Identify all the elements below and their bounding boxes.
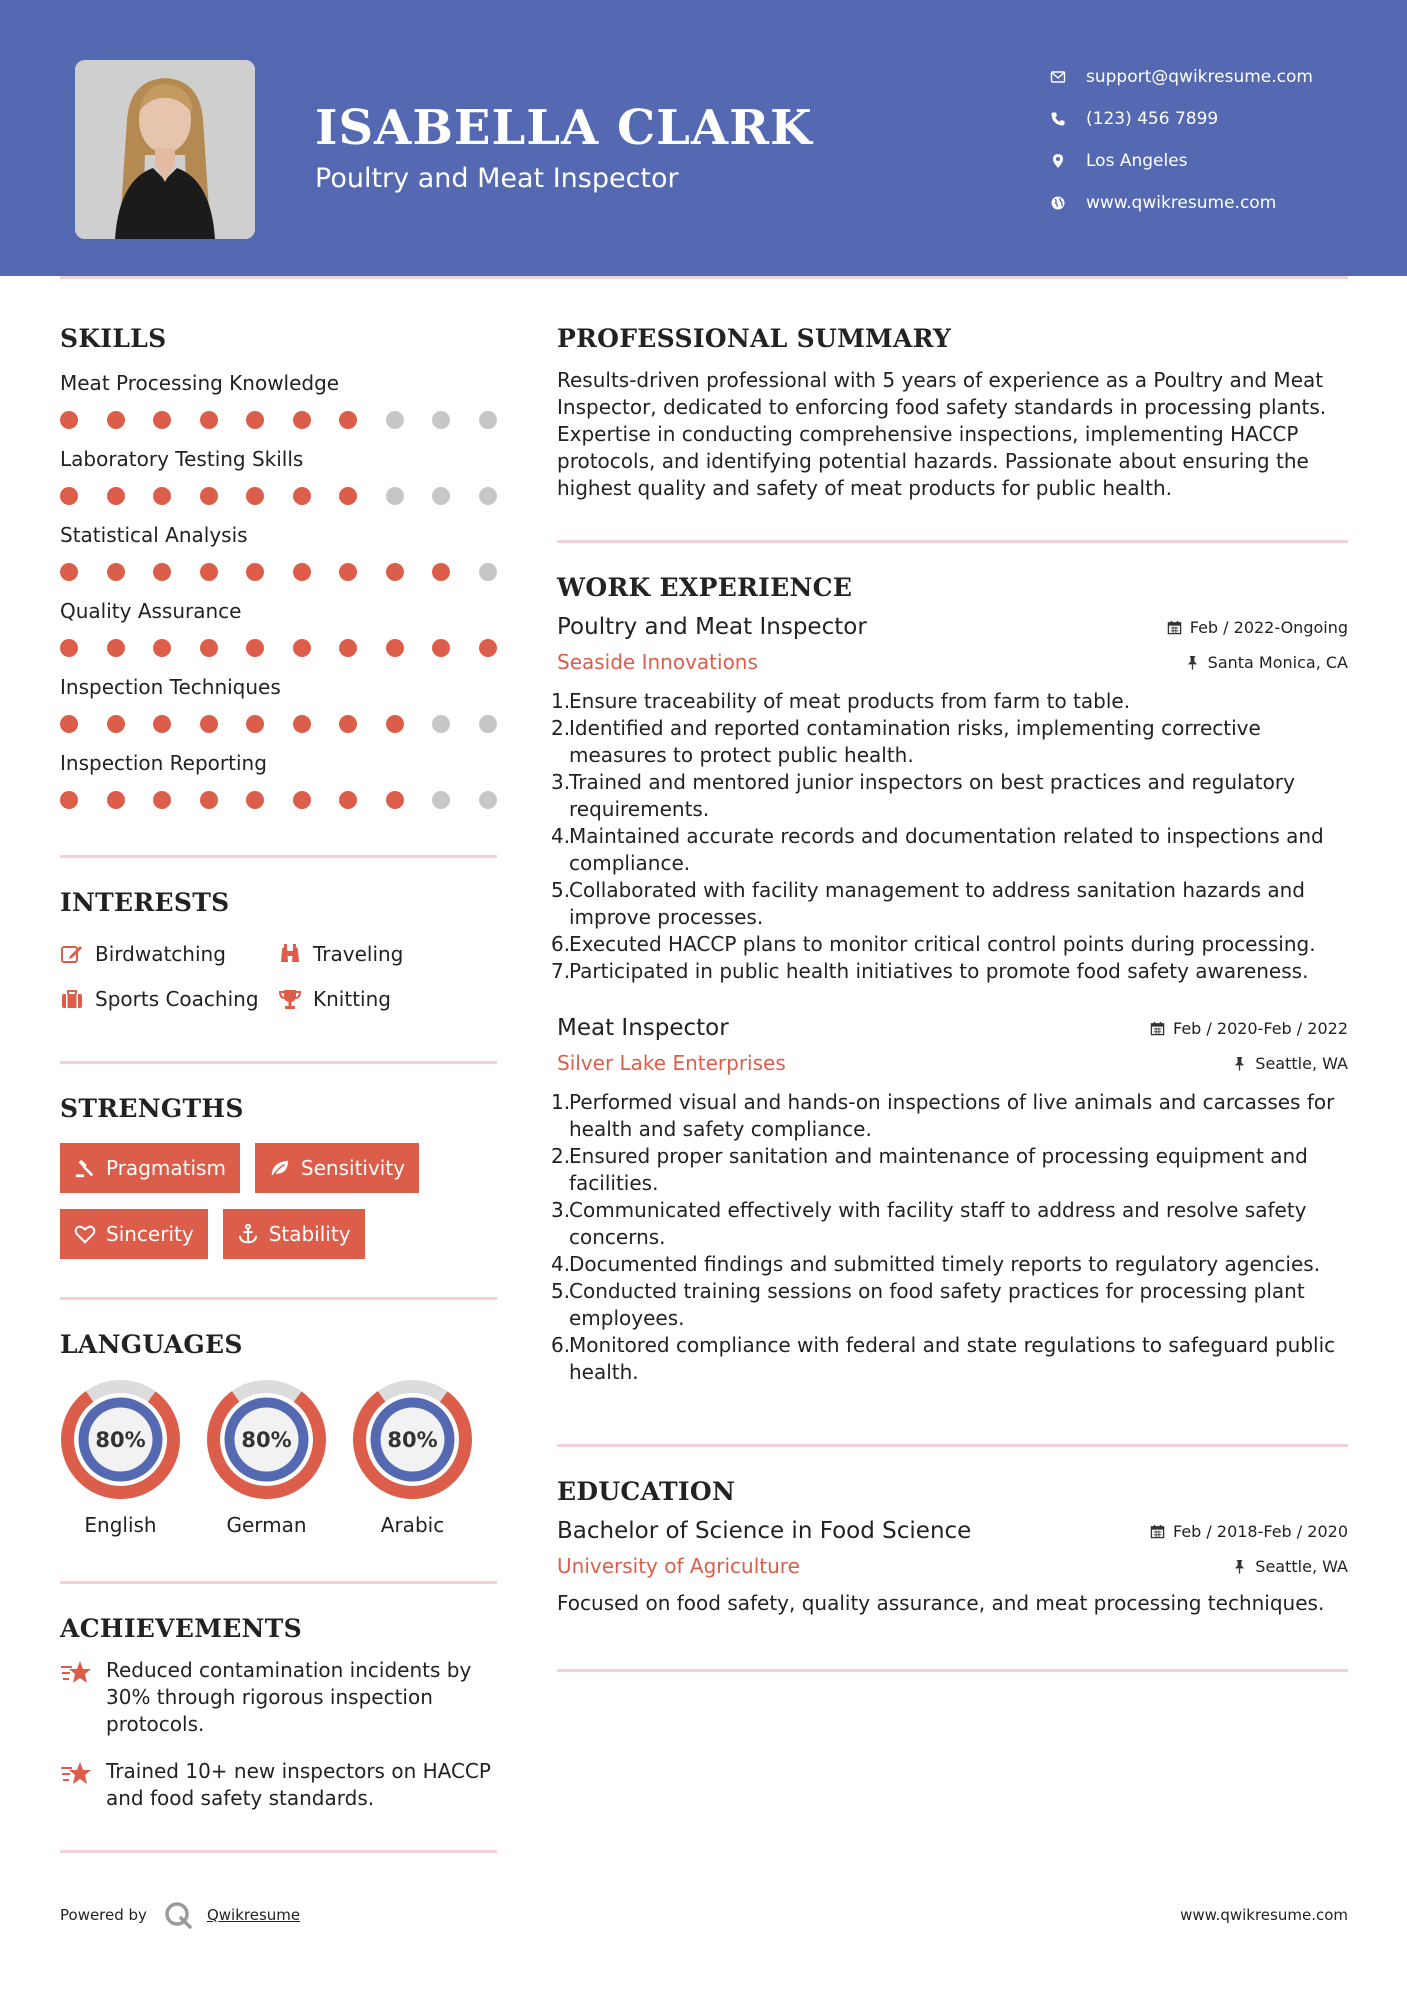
skill-item xyxy=(60,447,497,505)
skill-dot-filled xyxy=(293,563,311,581)
job-bullet-text: Communicated effectively with facility staff to address and resolve safety concerns. xyxy=(569,1198,1307,1249)
binoculars-icon xyxy=(278,942,302,966)
contact-email-text: support@qwikresume.com xyxy=(1086,67,1313,87)
skill-dot-empty xyxy=(479,487,497,505)
skill-dot-filled xyxy=(246,639,264,657)
job-bullet: 2. Identified and reported contamination risks, implementing corrective measures to protect public health. xyxy=(557,715,1348,769)
section-divider xyxy=(60,1581,497,1584)
skill-dot-filled xyxy=(60,487,78,505)
achievement-item xyxy=(60,1758,497,1812)
language-item xyxy=(206,1379,327,1537)
interest-label: Traveling xyxy=(313,941,404,966)
envelope-icon xyxy=(1050,69,1066,85)
skill-dot-filled xyxy=(293,639,311,657)
strength-label: Pragmatism xyxy=(106,1156,226,1180)
job-bullet-text: Ensured proper sanitation and maintenance of processing equipment and facilities. xyxy=(569,1144,1308,1195)
contact-phone[interactable] xyxy=(1050,98,1313,140)
job-date-text: Feb / 2022-Ongoing xyxy=(1189,617,1348,637)
skill-dot-filled xyxy=(153,791,171,809)
skill-dot-filled xyxy=(479,639,497,657)
skill-dot-filled xyxy=(60,563,78,581)
skill-dot-filled xyxy=(107,639,125,657)
job-date-text: Feb / 2020-Feb / 2022 xyxy=(1173,1018,1348,1038)
profile-photo-illustration xyxy=(75,60,255,239)
skill-dot-empty xyxy=(432,715,450,733)
strengths-heading: STRENGTHS xyxy=(60,1094,244,1123)
skill-dot-filled xyxy=(386,563,404,581)
interests-heading: INTERESTS xyxy=(60,888,230,917)
briefcase-icon xyxy=(60,987,84,1011)
skill-dot-filled xyxy=(293,791,311,809)
skill-dot-filled xyxy=(246,715,264,733)
job-bullet: 2. Ensured proper sanitation and maintenance of processing equipment and facilities. xyxy=(557,1143,1348,1197)
contact-email[interactable] xyxy=(1050,56,1313,98)
skill-rating xyxy=(60,639,497,657)
experience-heading: WORK EXPERIENCE xyxy=(557,573,853,602)
skill-dot-filled xyxy=(339,487,357,505)
skill-item xyxy=(60,523,497,581)
strength-label: Stability xyxy=(268,1222,351,1246)
job-bullet-text: Monitored compliance with federal and state regulations to safeguard public health. xyxy=(569,1333,1336,1384)
job-location-text: Santa Monica, CA xyxy=(1207,652,1348,672)
achievement-text: Trained 10+ new inspectors on HACCP and food safety standards. xyxy=(106,1759,491,1810)
phone-icon xyxy=(1050,111,1066,127)
contact-website-text: www.qwikresume.com xyxy=(1086,193,1277,213)
header-divider xyxy=(60,276,1348,279)
job-bullet-text: Participated in public health initiatives to promote food safety awareness. xyxy=(569,959,1309,983)
language-name: English xyxy=(84,1513,157,1537)
job-bullet: 3. Communicated effectively with facility staff to address and resolve safety concerns. xyxy=(557,1197,1348,1251)
job-bullet: 5. Conducted training sessions on food safety practices for processing plant employees. xyxy=(557,1278,1348,1332)
job-date xyxy=(1150,1019,1348,1038)
candidate-title: Poultry and Meat Inspector xyxy=(315,163,679,194)
calendar-icon xyxy=(1150,1524,1165,1539)
job-company: Silver Lake Enterprises xyxy=(557,1051,786,1075)
job-bullet: 3. Trained and mentored junior inspectors on best practices and regulatory requirements. xyxy=(557,769,1348,823)
gavel-icon xyxy=(74,1157,96,1179)
strengths-section xyxy=(60,1094,497,1275)
skills-heading: SKILLS xyxy=(60,324,167,353)
job-bullet: 1. Ensure traceability of meat products from farm to table. xyxy=(551,689,1131,713)
skill-dot-empty xyxy=(479,411,497,429)
candidate-name: ISABELLA CLARK xyxy=(315,100,813,156)
skill-dot-filled xyxy=(293,487,311,505)
leaf-icon xyxy=(269,1157,291,1179)
skill-dot-filled xyxy=(339,715,357,733)
strength-label: Sincerity xyxy=(106,1222,194,1246)
calendar-icon xyxy=(1150,1021,1165,1036)
skill-dot-filled xyxy=(246,791,264,809)
skill-dot-filled xyxy=(200,411,218,429)
contact-location xyxy=(1050,140,1313,182)
strength-label: Sensitivity xyxy=(300,1156,406,1180)
achievements-section xyxy=(60,1614,497,1812)
skill-dot-filled xyxy=(339,791,357,809)
job-bullet-text: Collaborated with facility management to address sanitation hazards and improve processes. xyxy=(569,878,1305,929)
powered-by-label: Powered by xyxy=(60,1906,147,1924)
job-location xyxy=(1185,653,1348,672)
skill-rating xyxy=(60,411,497,429)
skill-dot-filled xyxy=(432,563,450,581)
skill-dot-filled xyxy=(153,487,171,505)
job-bullet: 4. Documented findings and submitted timely reports to regulatory agencies. xyxy=(551,1252,1321,1276)
interest-item xyxy=(60,931,278,976)
skill-name: Statistical Analysis xyxy=(60,523,248,547)
skill-item xyxy=(60,675,497,733)
skill-dot-filled xyxy=(60,411,78,429)
strengths-list xyxy=(60,1143,497,1275)
skill-dot-empty xyxy=(479,563,497,581)
skill-dot-filled xyxy=(246,411,264,429)
degree-title: Bachelor of Science in Food Science xyxy=(557,1518,972,1544)
language-gauge xyxy=(60,1379,181,1500)
language-item xyxy=(352,1379,473,1537)
skill-dot-empty xyxy=(432,487,450,505)
skill-dot-filled xyxy=(339,563,357,581)
job-bullet-text: Trained and mentored junior inspectors on best practices and regulatory requirements. xyxy=(569,770,1295,821)
job-date xyxy=(1167,618,1348,637)
trophy-icon xyxy=(278,987,302,1011)
skill-dot-filled xyxy=(153,411,171,429)
strength-chip xyxy=(255,1143,419,1193)
summary-text: Results-driven professional with 5 years of experience as a Poultry and Meat Inspector, dedicated to enforcing food safety standards in processing plants. Expertise in conducting comprehensive inspections, implementing HACCP protocols, and identifying potential hazards. Passionate about ensuring the highest quality and safety of meat products for public health. xyxy=(557,368,1327,500)
skill-dot-filled xyxy=(107,411,125,429)
interests-section xyxy=(60,888,497,1021)
skills-section xyxy=(60,324,497,809)
skill-dot-filled xyxy=(200,639,218,657)
skill-dot-filled xyxy=(60,791,78,809)
skill-item xyxy=(60,371,497,429)
pushpin-icon xyxy=(1232,1559,1247,1574)
section-divider xyxy=(60,1061,497,1064)
section-divider xyxy=(557,1444,1348,1447)
skill-rating xyxy=(60,487,497,505)
job-bullets xyxy=(551,688,1348,985)
skill-dot-filled xyxy=(107,791,125,809)
pushpin-icon xyxy=(1232,1056,1247,1071)
job-bullet-text: Performed visual and hands-on inspections of live animals and carcasses for health and safety compliance. xyxy=(569,1090,1335,1141)
skill-dot-filled xyxy=(293,411,311,429)
interests-list xyxy=(60,931,497,1021)
right-column xyxy=(551,320,1348,1672)
summary-heading: PROFESSIONAL SUMMARY xyxy=(557,324,952,353)
skill-dot-empty xyxy=(386,487,404,505)
section-divider xyxy=(60,855,497,858)
interest-label: Knitting xyxy=(313,986,391,1011)
star-ribbon-icon xyxy=(60,1659,92,1687)
language-name: Arabic xyxy=(380,1513,445,1537)
skill-dot-filled xyxy=(386,791,404,809)
language-percent: 80% xyxy=(241,1428,292,1452)
interest-label: Birdwatching xyxy=(95,941,226,966)
skill-dot-filled xyxy=(200,487,218,505)
skills-list xyxy=(60,371,497,809)
achievements-heading: ACHIEVEMENTS xyxy=(60,1614,302,1643)
skill-dot-filled xyxy=(60,715,78,733)
job-title: Meat Inspector xyxy=(557,1015,729,1041)
language-name: German xyxy=(226,1513,307,1537)
job-bullet-text: Executed HACCP plans to monitor critical control points during processing. xyxy=(569,932,1316,956)
summary-section xyxy=(557,324,1348,502)
skill-dot-empty xyxy=(479,715,497,733)
skill-dot-filled xyxy=(200,791,218,809)
contact-phone-text: (123) 456 7899 xyxy=(1086,109,1219,129)
section-divider xyxy=(60,1850,497,1853)
contact-list xyxy=(1050,56,1313,224)
achievement-item xyxy=(60,1657,497,1738)
interest-item xyxy=(60,976,278,1021)
strength-chip xyxy=(60,1143,240,1193)
globe-icon xyxy=(1050,195,1066,211)
skill-dot-filled xyxy=(386,639,404,657)
section-divider xyxy=(557,540,1348,543)
languages-list xyxy=(60,1379,497,1537)
education-heading: EDUCATION xyxy=(557,1477,736,1506)
language-item xyxy=(60,1379,181,1537)
skill-dot-filled xyxy=(60,639,78,657)
school-name: University of Agriculture xyxy=(557,1554,800,1578)
job-bullets xyxy=(551,1089,1348,1386)
skill-name: Inspection Techniques xyxy=(60,675,281,699)
skill-dot-empty xyxy=(386,411,404,429)
strength-chip xyxy=(223,1209,365,1259)
pushpin-icon xyxy=(1185,655,1200,670)
job-location xyxy=(1232,1054,1348,1073)
skill-dot-filled xyxy=(107,715,125,733)
skill-rating xyxy=(60,563,497,581)
job-bullet-text: Maintained accurate records and documentation related to inspections and compliance. xyxy=(569,824,1324,875)
experience-section xyxy=(551,573,1348,1386)
skill-dot-filled xyxy=(432,639,450,657)
skill-item xyxy=(60,599,497,657)
skill-name: Quality Assurance xyxy=(60,599,242,623)
job-entry xyxy=(551,614,1348,985)
footer-powered-by xyxy=(60,1900,300,1930)
contact-location-text: Los Angeles xyxy=(1086,151,1188,171)
skill-name: Inspection Reporting xyxy=(60,751,267,775)
heart-icon xyxy=(74,1223,96,1245)
education-section xyxy=(557,1477,1348,1617)
job-bullet: 6. Executed HACCP plans to monitor critical control points during processing. xyxy=(551,932,1316,956)
job-bullet: 7. Participated in public health initiatives to promote food safety awareness. xyxy=(551,959,1309,983)
skill-dot-filled xyxy=(200,563,218,581)
skill-dot-filled xyxy=(107,563,125,581)
achievement-text: Reduced contamination incidents by 30% through rigorous inspection protocols. xyxy=(106,1658,472,1736)
job-bullet-text: Ensure traceability of meat products from farm to table. xyxy=(569,689,1131,713)
qwikresume-logo-icon xyxy=(163,1900,193,1930)
job-entry xyxy=(551,1015,1348,1386)
skill-rating xyxy=(60,715,497,733)
anchor-icon xyxy=(237,1223,259,1245)
skill-dot-empty xyxy=(479,791,497,809)
skill-dot-filled xyxy=(107,487,125,505)
interest-label: Sports Coaching xyxy=(95,986,259,1011)
education-date xyxy=(1150,1522,1348,1541)
education-date-text: Feb / 2018-Feb / 2020 xyxy=(1173,1521,1348,1541)
skill-item xyxy=(60,751,497,809)
pencil-icon xyxy=(60,942,84,966)
resume-header xyxy=(0,0,1407,276)
education-location-text: Seattle, WA xyxy=(1255,1556,1348,1576)
language-gauge xyxy=(352,1379,473,1500)
skill-rating xyxy=(60,791,497,809)
star-ribbon-icon xyxy=(60,1760,92,1788)
job-bullet: 6. Monitored compliance with federal and state regulations to safeguard public health. xyxy=(557,1332,1348,1386)
section-divider xyxy=(60,1297,497,1300)
job-bullet-text: Documented findings and submitted timely reports to regulatory agencies. xyxy=(569,1252,1321,1276)
skill-dot-filled xyxy=(153,563,171,581)
job-location-text: Seattle, WA xyxy=(1255,1053,1348,1073)
skill-dot-filled xyxy=(246,487,264,505)
job-bullet-text: Conducted training sessions on food safety practices for processing plant employees. xyxy=(569,1279,1305,1330)
interest-item xyxy=(278,931,403,976)
skill-dot-filled xyxy=(339,411,357,429)
job-bullet: 5. Collaborated with facility management to address sanitation hazards and improve processes. xyxy=(557,877,1348,931)
left-column xyxy=(60,320,497,1853)
education-description: Focused on food safety, quality assurance, and meat processing techniques. xyxy=(557,1591,1325,1615)
location-pin-icon xyxy=(1050,153,1066,169)
skill-dot-filled xyxy=(200,715,218,733)
skill-dot-filled xyxy=(386,715,404,733)
job-bullet: 1. Performed visual and hands-on inspections of live animals and carcasses for health and safety compliance. xyxy=(557,1089,1348,1143)
skill-dot-filled xyxy=(153,639,171,657)
interest-item xyxy=(278,976,391,1021)
languages-heading: LANGUAGES xyxy=(60,1330,243,1359)
language-gauge xyxy=(206,1379,327,1500)
skill-dot-empty xyxy=(432,791,450,809)
skill-dot-empty xyxy=(432,411,450,429)
profile-photo xyxy=(75,60,255,239)
skill-dot-filled xyxy=(339,639,357,657)
job-title: Poultry and Meat Inspector xyxy=(557,614,867,640)
section-divider xyxy=(557,1669,1348,1672)
skill-dot-filled xyxy=(293,715,311,733)
education-entry xyxy=(557,1518,1348,1617)
job-bullet: 4. Maintained accurate records and documentation related to inspections and compliance. xyxy=(557,823,1348,877)
skill-dot-filled xyxy=(246,563,264,581)
strength-chip xyxy=(60,1209,208,1259)
job-company: Seaside Innovations xyxy=(557,650,758,674)
skill-name: Laboratory Testing Skills xyxy=(60,447,304,471)
qwikresume-link[interactable]: Qwikresume xyxy=(206,1906,301,1924)
contact-website[interactable] xyxy=(1050,182,1313,224)
job-bullet-text: Identified and reported contamination risks, implementing corrective measures to protect public health. xyxy=(569,716,1261,767)
languages-section xyxy=(60,1330,497,1537)
language-percent: 80% xyxy=(387,1428,438,1452)
language-percent: 80% xyxy=(95,1428,146,1452)
education-location xyxy=(1232,1557,1348,1576)
skill-name: Meat Processing Knowledge xyxy=(60,371,340,395)
calendar-icon xyxy=(1167,620,1182,635)
skill-dot-filled xyxy=(153,715,171,733)
footer-website[interactable]: www.qwikresume.com xyxy=(1180,1906,1348,1924)
